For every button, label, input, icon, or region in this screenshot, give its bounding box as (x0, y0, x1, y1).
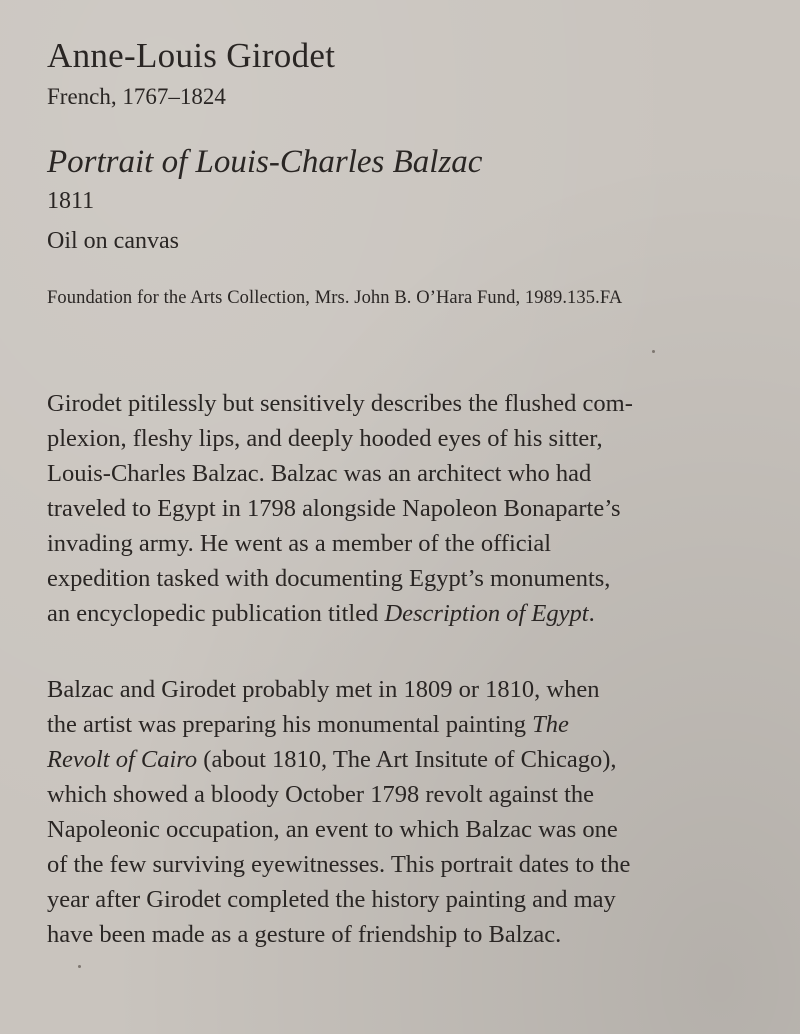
text-line (47, 707, 767, 742)
text-line: Napoleonic occupation, an event to which Balzac was one (47, 816, 618, 843)
text-line: invading army. He went as a member of the official (47, 530, 552, 557)
text-line: plexion, fleshy lips, and deeply hooded eyes of his sitter, (47, 425, 603, 452)
text-line: have been made as a gesture of friendship to Balzac. (47, 921, 562, 948)
text-line: of the few surviving eyewitnesses. This portrait dates to the (47, 851, 631, 878)
artwork-year: 1811 (47, 188, 95, 214)
artwork-title: Portrait of Louis-Charles Balzac (47, 144, 483, 180)
description-paragraph-2 (47, 672, 767, 952)
artwork-medium: Oil on canvas (47, 228, 179, 254)
description-paragraph-1 (47, 386, 767, 631)
text-fragment: the artist was preparing his monumental painting (47, 711, 533, 738)
text-line (47, 742, 767, 777)
text-line: year after Girodet completed the history painting and may (47, 886, 616, 913)
text-fragment: . (588, 600, 595, 627)
painting-title-part: The (532, 711, 569, 738)
painting-title-part: Revolt of Cairo (47, 746, 198, 773)
publication-title: Description of Egypt (384, 600, 589, 627)
text-line: Louis-Charles Balzac. Balzac was an architect who had (47, 460, 592, 487)
text-line: Balzac and Girodet probably met in 1809 or 1810, when (47, 676, 600, 703)
text-line: traveled to Egypt in 1798 alongside Napoleon Bonaparte’s (47, 495, 621, 522)
text-line (47, 596, 767, 631)
dust-speck (652, 350, 655, 353)
credit-line: Foundation for the Arts Collection, Mrs. John B. O’Hara Fund, 1989.135.FA (47, 288, 623, 308)
text-fragment: an encyclopedic publication titled (47, 600, 385, 627)
dust-speck (78, 965, 81, 968)
artist-name: Anne-Louis Girodet (47, 36, 336, 75)
text-fragment: (about 1810, The Art Insitute of Chicago), (197, 746, 617, 773)
text-line: expedition tasked with documenting Egypt’s monuments, (47, 565, 611, 592)
artist-nationality-dates: French, 1767–1824 (47, 84, 226, 109)
text-line: Girodet pitilessly but sensitively describes the flushed com- (47, 390, 633, 417)
text-line: which showed a bloody October 1798 revolt against the (47, 781, 595, 808)
